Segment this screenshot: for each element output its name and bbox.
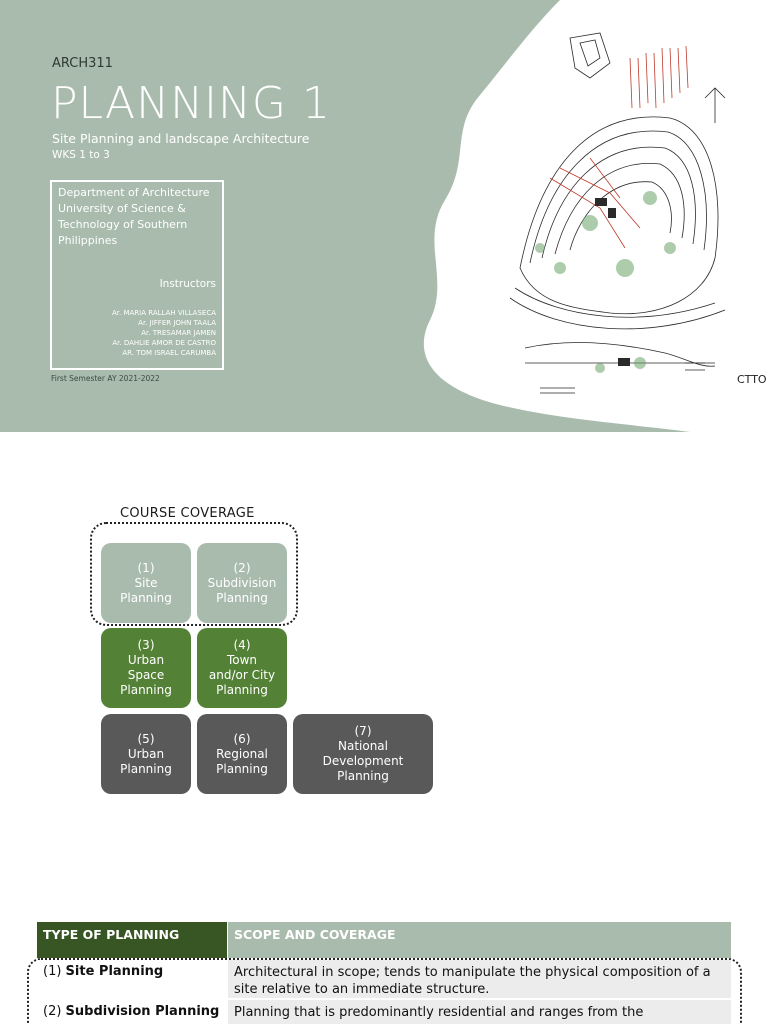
subtitle: Site Planning and landscape Architecture [52,131,310,146]
instructors-heading: Instructors [159,278,216,290]
instructor-name: Ar. DAHLIE AMOR DE CASTRO [112,339,216,347]
tile-label: Planning [120,590,172,605]
course-code: ARCH311 [52,56,113,71]
table-row-scope: Architectural in scope; tends to manipulate the physical composition of a site relative to an immediate structure. [228,960,731,998]
instructors-list [112,308,216,358]
semester-label: First Semester AY 2021-2022 [51,374,160,383]
table-row-scope: Planning that is predominantly residential and ranges from the [228,1000,731,1024]
tile-label: Planning [120,683,172,697]
tile-number: (5) [137,731,155,746]
department-text: Department of Architecture University of Science & Technology of Southern Philippines [58,186,210,247]
tile-label: Town [226,653,258,667]
tile-number: (6) [233,731,251,746]
weeks-label: WKS 1 to 3 [52,149,110,161]
table-header-scope: SCOPE AND COVERAGE [228,922,731,958]
coverage-title: COURSE COVERAGE [120,506,255,521]
table-row-type [37,960,227,998]
coverage-tile-site-planning [101,543,191,623]
coverage-tile-regional-planning [197,714,287,794]
info-box [50,180,224,370]
tile-number: (7) [354,724,372,738]
tile-label: Planning [216,683,268,697]
tile-label: National [337,739,388,753]
tile-label: Planning [216,761,268,776]
row-number: (1) [43,964,66,979]
page-title: PLANNING 1 [51,78,331,129]
coverage-tile-urban-planning [101,714,191,794]
tile-label: Space [127,668,165,682]
row-type-label: Subdivision Planning [65,1004,220,1019]
credit-label: CTTO [737,373,767,386]
row-number: (2) [43,1004,66,1019]
cover-slide [0,0,768,432]
tile-label: Planning [120,761,172,776]
tile-label: and/or City [208,668,276,682]
tile-label: Development [322,754,404,768]
table-header-type: TYPE OF PLANNING [37,922,227,958]
row-type-label: Site Planning [65,964,164,979]
tile-number: (1) [137,560,155,575]
tile-label: Planning [216,590,268,605]
coverage-tile-subdivision-planning [197,543,287,623]
tile-label: Planning [337,769,389,783]
tile-number: (4) [233,638,251,652]
tile-label: Regional [216,746,268,761]
tile-label: Urban [127,653,165,667]
instructor-name: Ar. JIFFER JOHN TAALA [138,319,216,327]
table-row-type [37,1000,227,1024]
instructor-name: Ar. MARIA RALLAH VILLASECA [112,309,216,317]
coverage-tile-urban-space-planning [101,628,191,708]
tile-label: Site [134,575,158,590]
tile-label: Subdivision [207,575,277,590]
instructor-name: Ar. TRESAMAR JAMEN [141,329,216,337]
site-plan-sketch [500,18,745,408]
instructor-name: AR. TOM ISRAEL CARUMBA [122,349,216,357]
coverage-tile-town-city-planning [197,628,287,708]
tile-label: Urban [127,746,165,761]
coverage-tile-national-development-planning [293,714,433,794]
tile-number: (3) [137,638,155,652]
tile-number: (2) [233,560,251,575]
